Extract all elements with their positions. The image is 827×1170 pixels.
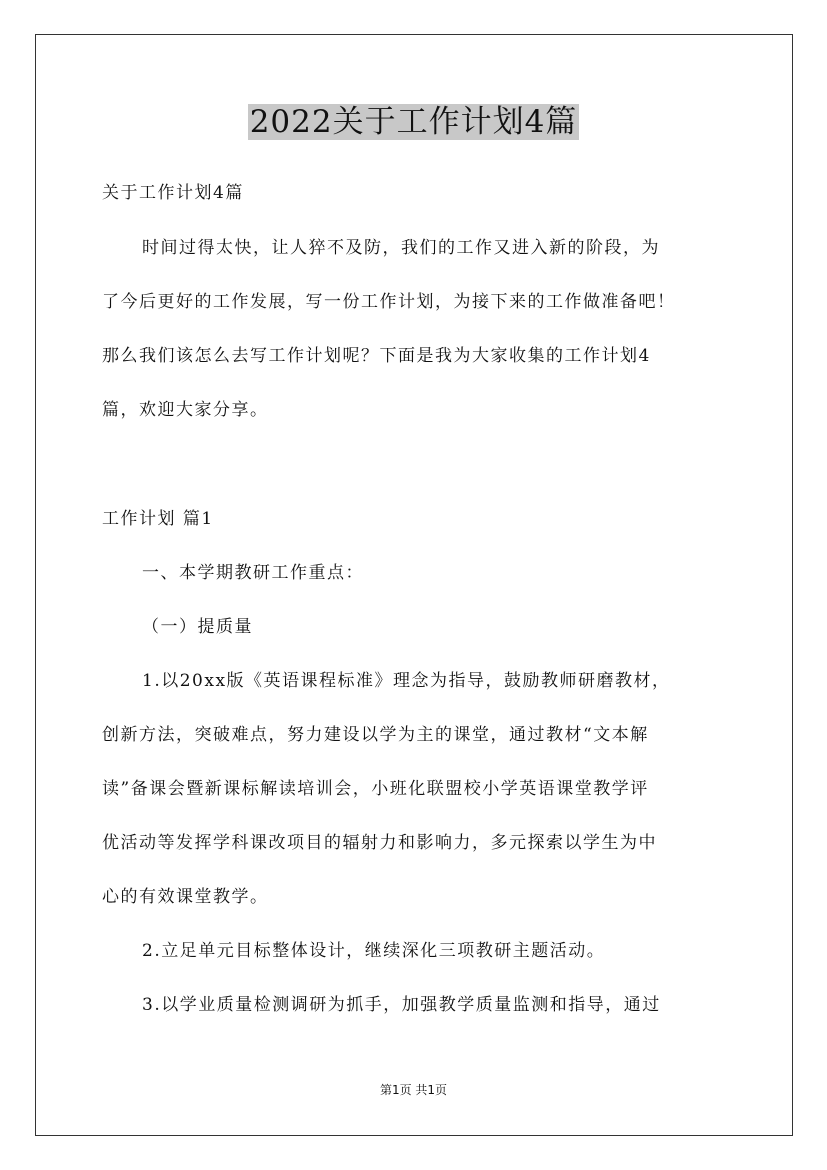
body-line-6: 2.立足单元目标整体设计，继续深化三项教研主题活动。 xyxy=(142,941,606,961)
page-footer: 第1页 共1页 xyxy=(379,1083,448,1097)
body-line-2: 创新方法，突破难点，努力建设以学为主的课堂，通过教材“文本解 xyxy=(102,725,649,745)
intro-line-3: 那么我们该怎么去写工作计划呢？下面是我为大家收集的工作计划4 xyxy=(102,346,651,366)
section-heading: 工作计划 篇1 xyxy=(102,509,214,529)
intro-line-4: 篇，欢迎大家分享。 xyxy=(102,400,269,420)
body-line-1: 1.以20xx版《英语课程标准》理念为指导，鼓励教师研磨教材， xyxy=(142,671,671,691)
intro-line-2: 了今后更好的工作发展，写一份工作计划，为接下来的工作做准备吧！ xyxy=(102,292,676,312)
document-title: 2022关于工作计划4篇 xyxy=(249,104,578,140)
body-line-5: 心的有效课堂教学。 xyxy=(102,887,269,907)
body-line-7: 3.以学业质量检测调研为抓手，加强教学质量监测和指导，通过 xyxy=(142,995,661,1015)
body-line-4: 优活动等发挥学科课改项目的辐射力和影响力，多元探索以学生为中 xyxy=(102,833,657,853)
subtitle-line: 关于工作计划4篇 xyxy=(102,183,244,203)
intro-line-1: 时间过得太快，让人猝不及防，我们的工作又进入新的阶段，为 xyxy=(142,238,660,258)
outline-heading: 一、本学期教研工作重点： xyxy=(142,563,364,583)
subheading-quality: （一）提质量 xyxy=(142,617,253,637)
body-line-3: 读”备课会暨新课标解读培训会，小班化联盟校小学英语课堂教学评 xyxy=(102,779,649,799)
